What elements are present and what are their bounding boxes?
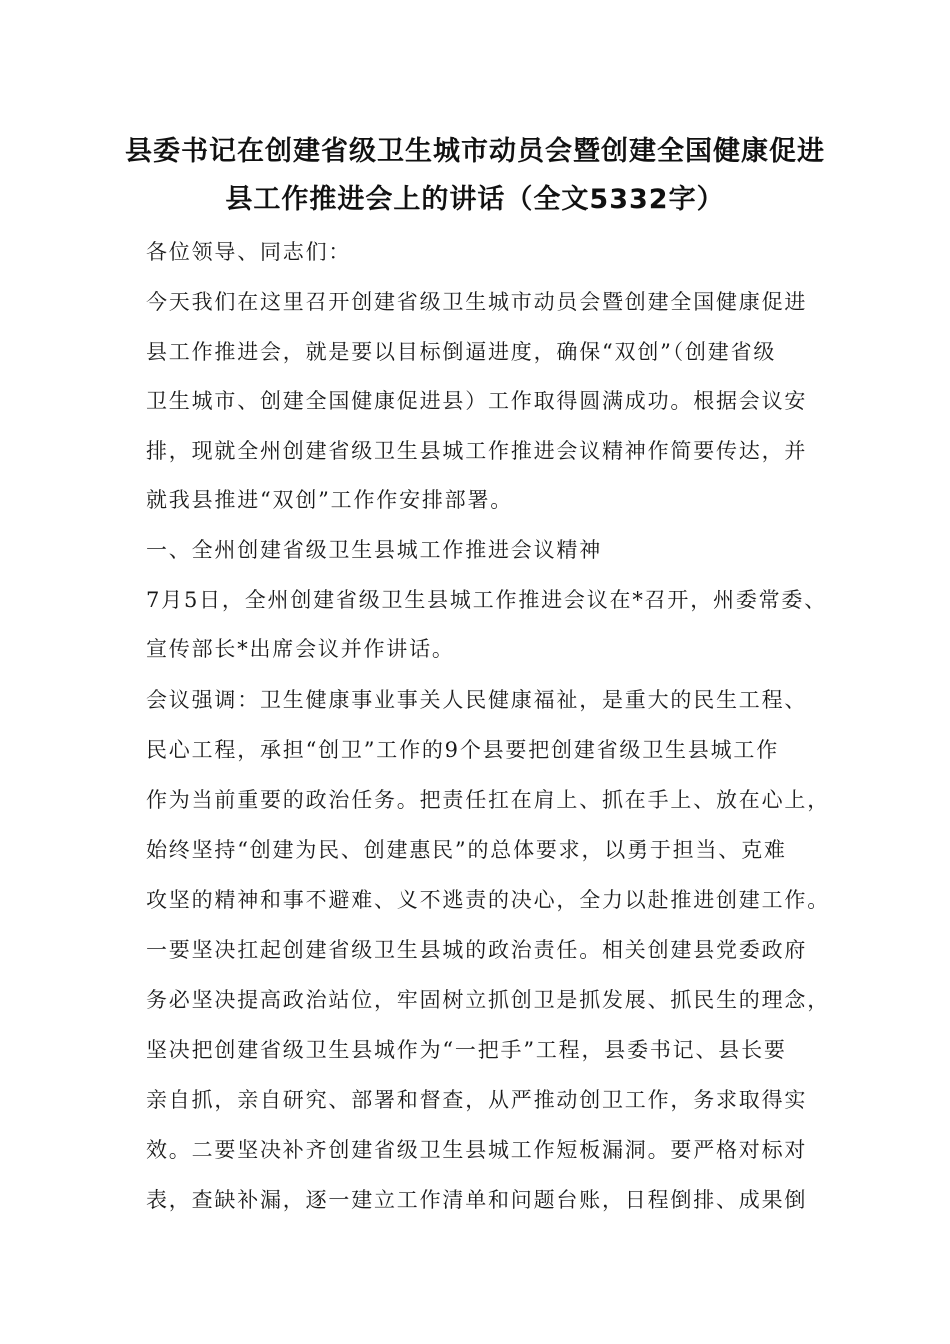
section-heading-1: 一、全州创建省级卫生县城工作推进会议精神 xyxy=(146,538,602,562)
body-line-5: 排，现就全州创建省级卫生县城工作推进会议精神作简要传达，并 xyxy=(146,439,808,463)
body-line-4: 卫生城市、创建全国健康促进县）工作取得圆满成功。根据会议安 xyxy=(146,389,808,413)
body-line-16: 务必坚决提高政治站位，牢固树立抓创卫是抓发展、抓民生的理念， xyxy=(146,988,830,1012)
body-line-20: 表，查缺补漏，逐一建立工作清单和问题台账，日程倒排、成果倒 xyxy=(146,1188,808,1212)
body-line-9: 宣传部长*出席会议并作讲话。 xyxy=(146,637,455,661)
body-line-2: 今天我们在这里召开创建省级卫生城市动员会暨创建全国健康促进 xyxy=(146,290,808,314)
body-line-6: 就我县推进“双创”工作作安排部署。 xyxy=(146,488,514,512)
body-line-18: 亲自抓，亲自研究、部署和督查，从严推动创卫工作，务求取得实 xyxy=(146,1088,808,1112)
body-line-10: 会议强调：卫生健康事业事关人民健康福祉，是重大的民生工程、 xyxy=(146,688,808,712)
body-line-19: 效。二要坚决补齐创建省级卫生县城工作短板漏洞。要严格对标对 xyxy=(146,1138,808,1162)
body-line-3: 县工作推进会，就是要以目标倒逼进度，确保“双创”（创建省级 xyxy=(146,340,777,364)
body-line-13: 始终坚持“创建为民、创建惠民”的总体要求，以勇于担当、克难 xyxy=(146,838,787,862)
body-line-12: 作为当前重要的政治任务。把责任扛在肩上、抓在手上、放在心上， xyxy=(146,788,830,812)
document-title-line-2: 县工作推进会上的讲话（全文5332字） xyxy=(225,184,725,215)
body-line-14: 攻坚的精神和事不避难、义不逃责的决心，全力以赴推进创建工作。 xyxy=(146,888,830,912)
body-line-1: 各位领导、同志们： xyxy=(146,240,352,264)
body-line-15: 一要坚决扛起创建省级卫生县城的政治责任。相关创建县党委政府 xyxy=(146,938,808,962)
body-line-11: 民心工程，承担“创卫”工作的9个县要把创建省级卫生县城工作 xyxy=(146,738,780,762)
body-line-8: 7月5日，全州创建省级卫生县城工作推进会议在*召开，州委常委、 xyxy=(146,588,828,612)
body-line-17: 坚决把创建省级卫生县城作为“一把手”工程，县委书记、县长要 xyxy=(146,1038,787,1062)
document-title-line-1: 县委书记在创建省级卫生城市动员会暨创建全国健康促进 xyxy=(125,136,825,167)
